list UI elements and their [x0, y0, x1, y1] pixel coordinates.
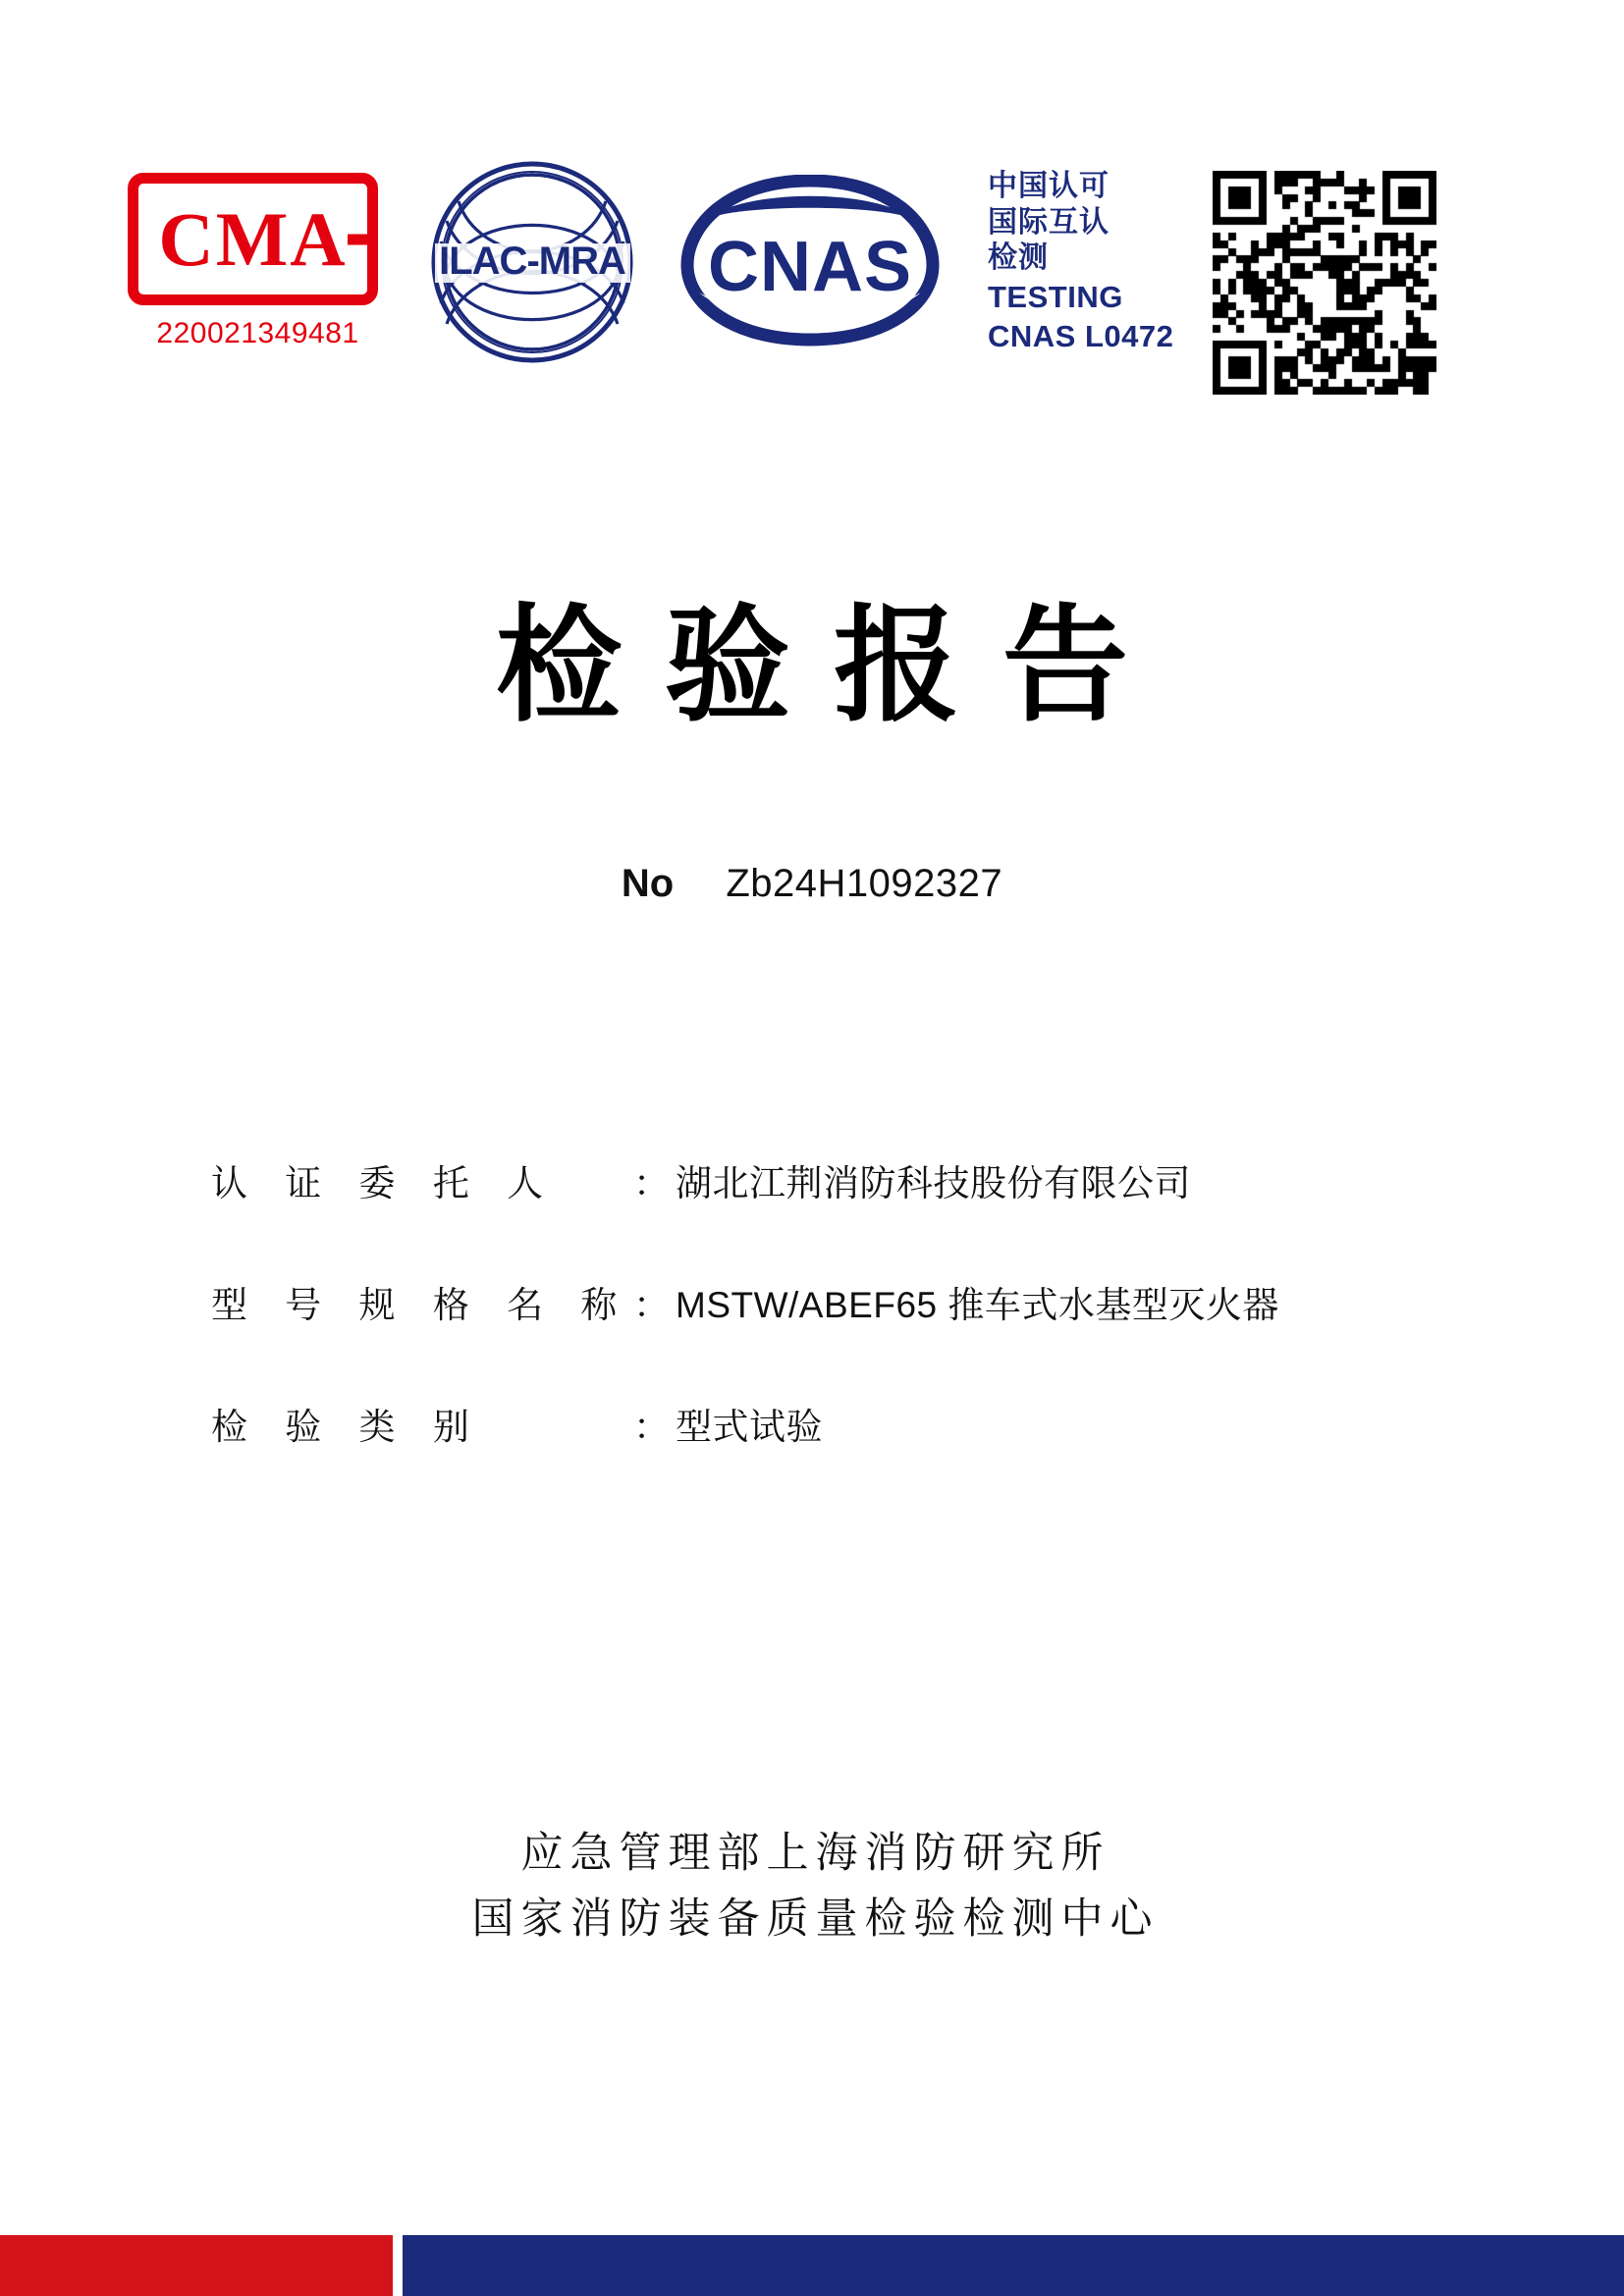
issuer-line-1: 应急管理部上海消防研究所	[520, 1830, 1110, 1877]
field-value-model: MSTW/ABEF65 推车式水基型灭火器	[676, 1285, 1279, 1325]
field-row	[211, 1275, 1419, 1328]
ilac-mra-icon	[427, 157, 638, 368]
issuer-line-2: 国家消防装备质量检验检测中心	[471, 1895, 1160, 1943]
footer-bar-gap	[393, 2235, 403, 2296]
cma-mark	[128, 165, 388, 350]
cnas-text-block	[988, 169, 1173, 354]
report-number-value: Zb24H1092327	[726, 862, 1003, 905]
cnas-text-line3: 检测	[988, 241, 1049, 275]
field-colon: ：	[633, 1407, 670, 1447]
svg-text:ILAC-MRA: ILAC-MRA	[439, 240, 625, 283]
cnas-registration-number: CNAS L0472	[988, 318, 1174, 353]
cnas-text-line2: 国际互认	[988, 205, 1110, 239]
report-fields	[211, 1153, 1419, 1519]
report-number	[0, 862, 1624, 906]
footer-bar-red	[0, 2235, 393, 2296]
cnas-mark	[677, 175, 943, 347]
footer-color-bars	[0, 2235, 1624, 2296]
field-row	[211, 1397, 1419, 1450]
page-title: 检验报告	[495, 597, 1171, 736]
field-label-model: 型 号 规 格 名 称	[211, 1285, 631, 1325]
qr-code-icon	[1213, 171, 1436, 395]
footer-bar-blue	[403, 2235, 1624, 2296]
field-colon: ：	[633, 1285, 670, 1325]
field-label-client: 认 证 委 托 人	[211, 1163, 558, 1203]
cma-label: CMA	[158, 195, 348, 282]
field-value-test-type: 型式试验	[676, 1407, 823, 1447]
accreditation-marks-row	[128, 165, 1502, 430]
issuing-organization	[0, 1821, 1624, 1951]
field-value-client: 湖北江荆消防科技股份有限公司	[676, 1163, 1191, 1203]
cma-accreditation-icon	[128, 173, 378, 305]
report-number-label: No	[621, 862, 675, 905]
field-row	[211, 1153, 1419, 1206]
cnas-logo-icon	[677, 175, 943, 347]
cnas-text-testing: TESTING	[988, 279, 1123, 314]
cnas-text-line1: 中国认可	[988, 170, 1110, 202]
cma-certificate-number: 220021349481	[156, 317, 359, 349]
field-label-test-type: 检 验 类 别	[211, 1407, 483, 1447]
svg-text:CNAS: CNAS	[707, 228, 913, 306]
field-colon: ：	[633, 1163, 670, 1203]
